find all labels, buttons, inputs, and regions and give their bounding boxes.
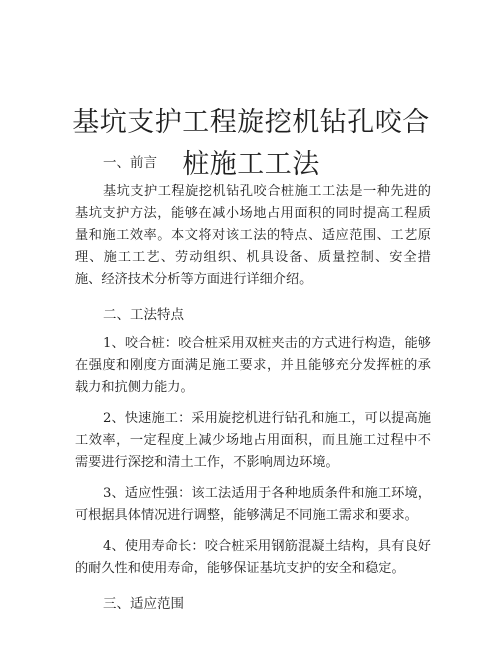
- paragraph-preface: 基坑支护工程旋挖机钻孔咬合桩施工工法是一种先进的基坑支护方法，能够在减小场地占用面积的同时提高工程质量和施工效率。本文将对该工法的特点、适应范围、工艺原理、施工工艺、劳动组织、机具设备、质量控制、安全措施、经济技术分析等方面进行详细介绍。: [75, 184, 431, 287]
- section-heading-preface: 一、前言: [103, 155, 157, 171]
- section-heading-features: 二、工法特点: [103, 307, 184, 323]
- document-title: 基坑支护工程旋挖机钻孔咬合桩施工工法: [72, 107, 430, 181]
- paragraph-feature-1: 1、咬合桩：咬合桩采用双桩夹击的方式进行构造，能够在强度和刚度方面满足施工要求，并且能够充分发挥桩的承载力和抗侧力能力。: [75, 336, 431, 395]
- paragraph-feature-4: 4、使用寿命长：咬合桩采用钢筋混凝土结构，具有良好的耐久性和使用寿命，能够保证基坑支护的安全和稳定。: [75, 539, 431, 576]
- section-heading-scope: 三、适应范围: [103, 596, 184, 612]
- paragraph-feature-3: 3、适应性强：该工法适用于各种地质条件和施工环境，可根据具体情况进行调整，能够满足不同施工需求和要求。: [75, 486, 431, 523]
- paragraph-feature-2: 2、快速施工：采用旋挖机进行钻孔和施工，可以提高施工效率，一定程度上减少场地占用面积，而且施工过程中不需要进行深挖和清土工作，不影响周边环境。: [75, 411, 431, 470]
